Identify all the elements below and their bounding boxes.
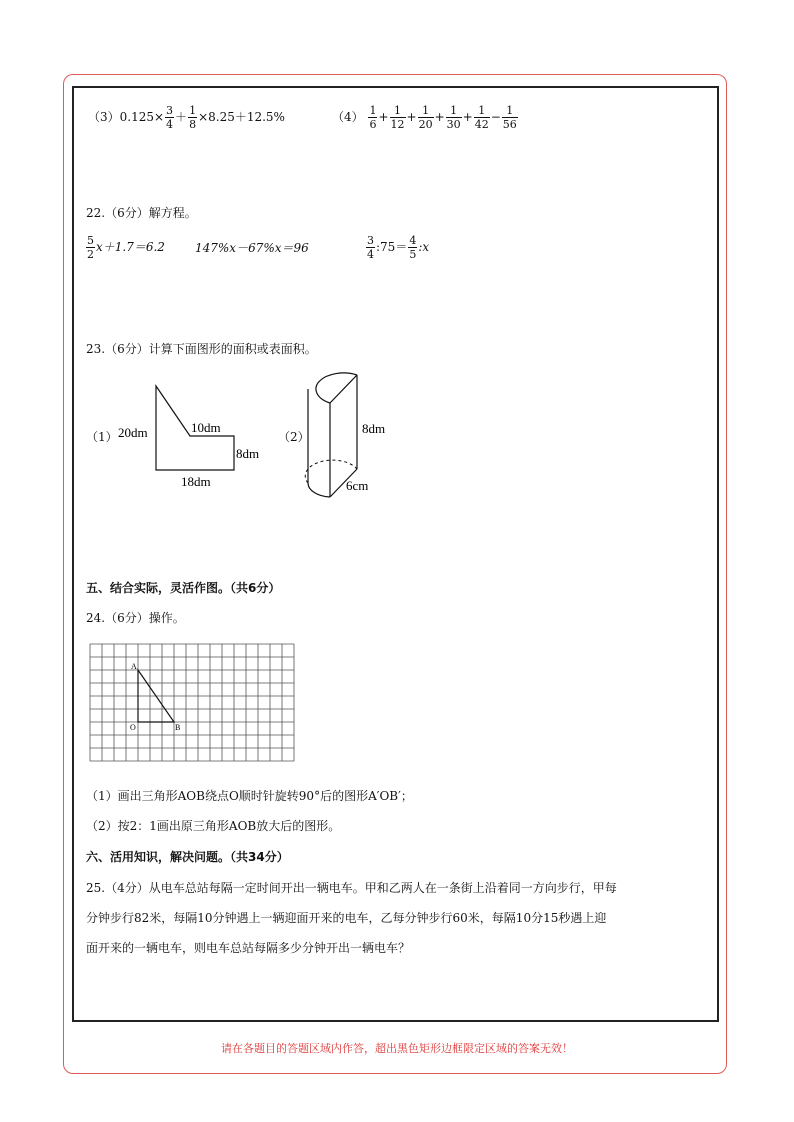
fraction: [366, 234, 375, 261]
operator: +: [434, 110, 445, 124]
numerator: 1: [422, 104, 430, 117]
fraction: [474, 104, 490, 131]
denominator: 42: [474, 118, 489, 131]
denominator: 5: [409, 248, 417, 261]
q22-title: 22.（6分）解方程。: [86, 206, 197, 220]
numerator: 5: [87, 234, 94, 247]
half-cylinder-figure: [300, 365, 400, 500]
fraction: [188, 104, 197, 131]
footer-warning-note: 请在各题目的答题区域内作答，超出黑色矩形边框限定区域的答案无效！: [221, 1042, 573, 1055]
denominator: 6: [369, 118, 377, 131]
q21-p4-prefix: （4）: [332, 110, 364, 124]
q22-equation-3: [365, 234, 429, 261]
label-8dm-height: 8dm: [362, 421, 386, 436]
point-a-label: A: [131, 662, 137, 671]
fraction: [446, 104, 462, 131]
fraction: [408, 234, 417, 261]
q21-p3-suffix: ×8.25＋12.5%: [198, 110, 285, 124]
section-5-title: 五、结合实际，灵活作图。（共6分）: [86, 581, 281, 595]
numerator: 3: [166, 104, 174, 117]
numerator: 1: [189, 104, 197, 117]
numerator: 1: [478, 104, 486, 117]
denominator: 30: [446, 118, 461, 131]
q21-part3: [88, 104, 285, 131]
fraction: [165, 104, 174, 131]
denominator: 56: [502, 118, 517, 131]
label-8dm: 8dm: [236, 446, 260, 461]
fraction: [418, 104, 434, 131]
grid-figure: [88, 642, 300, 766]
q25-line-2: 分钟步行82米，每隔10分钟遇上一辆迎面开来的电车，乙每分钟步行60米，每隔10分15秒遇上迎: [86, 911, 607, 925]
q22-equation-2: 147%x－67%x＝96: [195, 241, 309, 255]
label-18dm: 18dm: [181, 474, 211, 489]
grid-lines: [90, 644, 294, 761]
denominator: 4: [367, 248, 374, 261]
point-b-label: B: [175, 723, 181, 732]
label-10dm: 10dm: [191, 420, 221, 435]
q25-line-1: 25.（4分）从电车总站每隔一定时间开出一辆电车。甲和乙两人在一条街上沿着同一方向步行，甲每: [86, 881, 617, 895]
eq3-end: :x: [418, 240, 430, 254]
denominator: 4: [166, 118, 174, 131]
fig1-label: （1）: [86, 430, 118, 444]
composite-shape-figure: [110, 378, 280, 493]
numerator: 3: [367, 234, 374, 247]
q23-title: 23.（6分）计算下面图形的面积或表面积。: [86, 342, 317, 356]
label-20dm: 20dm: [118, 425, 148, 440]
top-cut-edge: [330, 375, 357, 403]
operator: +: [406, 110, 417, 124]
label-6cm: 6cm: [346, 478, 369, 493]
q24-sub2: （2）按2：1画出原三角形AOB放大后的图形。: [86, 819, 341, 833]
plus: ＋: [175, 110, 188, 124]
q22-equation-1: [85, 234, 165, 261]
operator: −: [490, 110, 501, 124]
fig2-label: （2）: [278, 430, 310, 444]
eq3-mid: :75＝: [376, 240, 408, 254]
denominator: 8: [189, 118, 197, 131]
numerator: 4: [409, 234, 417, 247]
bottom-arc-front: [308, 483, 330, 497]
operator: +: [462, 110, 473, 124]
fraction: [502, 104, 518, 131]
fraction: [368, 104, 377, 131]
section-6-title: 六、活用知识，解决问题。（共34分）: [86, 850, 289, 864]
q24-sub1: （1）画出三角形AOB绕点O顺时针旋转90°后的图形A′OB′；: [86, 789, 413, 803]
numerator: 1: [450, 104, 458, 117]
eq1-rest: x＋1.7＝6.2: [96, 240, 165, 254]
q25-line-3: 面开来的一辆电车，则电车总站每隔多少分钟开出一辆电车？: [86, 941, 411, 955]
fraction: [86, 234, 95, 261]
point-o-label: O: [130, 723, 136, 732]
denominator: 12: [390, 118, 405, 131]
top-arc: [316, 373, 357, 403]
denominator: 2: [87, 248, 94, 261]
q21-part4: [332, 104, 519, 131]
numerator: 1: [369, 104, 377, 117]
q21-p3-prefix: （3）0.125×: [88, 110, 165, 124]
q24-title: 24.（6分）操作。: [86, 611, 185, 625]
denominator: 20: [418, 118, 433, 131]
numerator: 1: [394, 104, 402, 117]
operator: +: [378, 110, 389, 124]
numerator: 1: [506, 104, 514, 117]
fraction: [390, 104, 406, 131]
